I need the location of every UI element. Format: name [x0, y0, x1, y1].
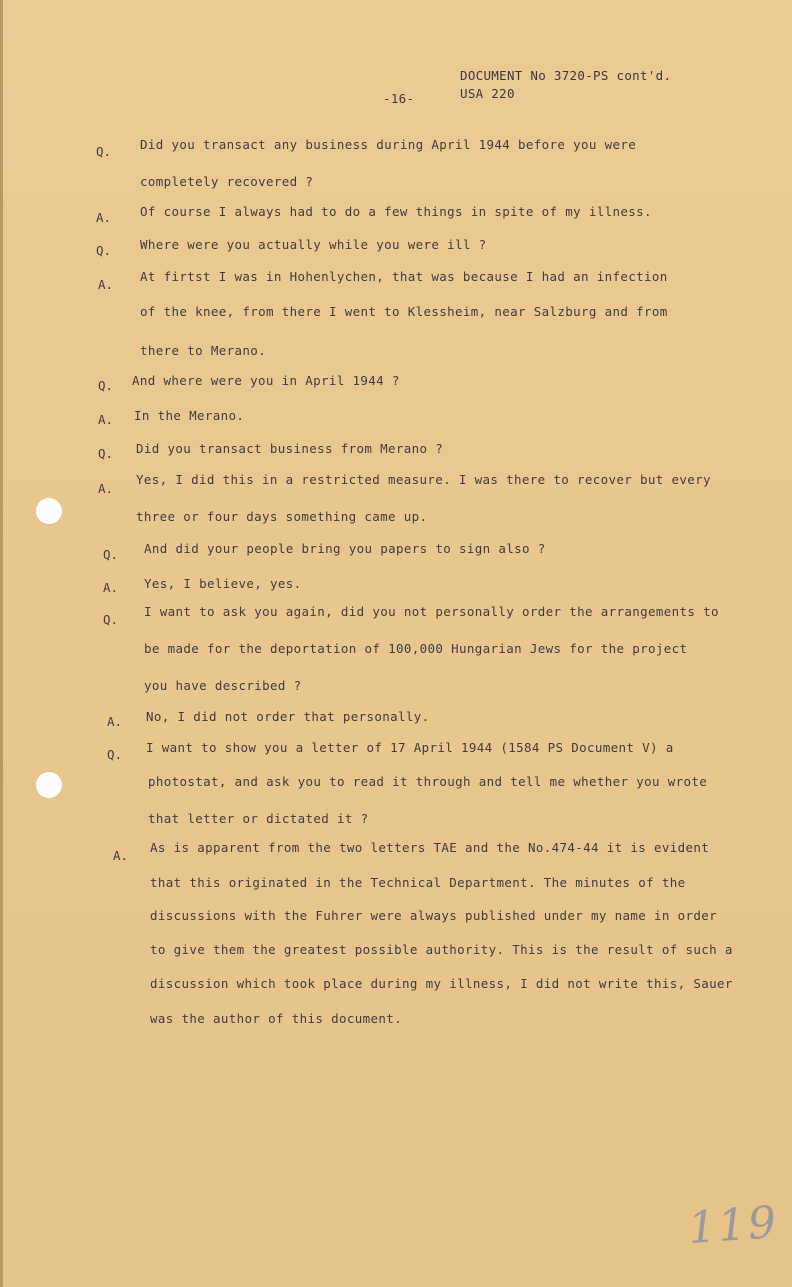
transcript-line: that this originated in the Technical Department. The minutes of the	[150, 875, 686, 890]
transcript-line: In the Merano.	[134, 408, 245, 423]
speaker-label: Q.	[103, 547, 119, 562]
transcript-line: three or four days something came up.	[136, 509, 428, 524]
speaker-label: Q.	[98, 446, 114, 461]
transcript-line: to give them the greatest possible authority. This is the result of such a	[150, 942, 733, 957]
speaker-label: A.	[107, 714, 123, 729]
punch-hole-lower	[36, 772, 62, 798]
speaker-label: A.	[98, 277, 114, 292]
transcript-line: be made for the deportation of 100,000 Hungarian Jews for the project	[144, 641, 688, 656]
page-edge	[0, 0, 3, 1287]
transcript-line: there to Merano.	[140, 343, 267, 358]
transcript-line: that letter or dictated it ?	[148, 811, 369, 826]
transcript-line: And did your people bring you papers to sign also ?	[144, 541, 546, 556]
punch-hole-upper	[36, 498, 62, 524]
transcript-line: photostat, and ask you to read it through and tell me whether you wrote	[148, 774, 708, 789]
speaker-label: Q.	[103, 612, 119, 627]
speaker-label: Q.	[96, 243, 112, 258]
transcript-line: Yes, I believe, yes.	[144, 576, 302, 591]
speaker-label: Q.	[96, 144, 112, 159]
speaker-label: A.	[98, 481, 114, 496]
transcript-line: Yes, I did this in a restricted measure. I was there to recover but every	[136, 472, 711, 487]
speaker-label: A.	[103, 580, 119, 595]
exhibit-number: USA 220	[460, 86, 515, 101]
transcript-line: No, I did not order that personally.	[146, 709, 430, 724]
transcript-line: I want to ask you again, did you not personally order the arrangements to	[144, 604, 719, 619]
transcript-line: of the knee, from there I went to Klessheim, near Salzburg and from	[140, 304, 668, 319]
page-number: -16-	[383, 91, 415, 106]
handwritten-page-number: 119	[686, 1196, 780, 1255]
transcript-line: was the author of this document.	[150, 1011, 403, 1026]
speaker-label: Q.	[98, 378, 114, 393]
transcript-line: And where were you in April 1944 ?	[132, 373, 400, 388]
transcript-line: you have described ?	[144, 678, 302, 693]
transcript-line: discussions with the Fuhrer were always published under my name in order	[150, 908, 718, 923]
transcript-line: Did you transact business from Merano ?	[136, 441, 444, 456]
speaker-label: A.	[98, 412, 114, 427]
transcript-line: As is apparent from the two letters TAE and the No.474-44 it is evident	[150, 840, 710, 855]
speaker-label: A.	[96, 210, 112, 225]
transcript-line: completely recovered ?	[140, 174, 314, 189]
transcript-line: I want to show you a letter of 17 April 1944 (1584 PS Document V) a	[146, 740, 674, 755]
transcript-line: Did you transact any business during April 1944 before you were	[140, 137, 637, 152]
transcript-line: Where were you actually while you were ill ?	[140, 237, 487, 252]
transcript-line: discussion which took place during my illness, I did not write this, Sauer	[150, 976, 733, 991]
document-number: DOCUMENT No 3720-PS cont'd.	[460, 68, 672, 83]
speaker-label: A.	[113, 848, 129, 863]
transcript-line: Of course I always had to do a few things in spite of my illness.	[140, 204, 652, 219]
transcript-line: At firtst I was in Hohenlychen, that was because I had an infection	[140, 269, 668, 284]
speaker-label: Q.	[107, 747, 123, 762]
